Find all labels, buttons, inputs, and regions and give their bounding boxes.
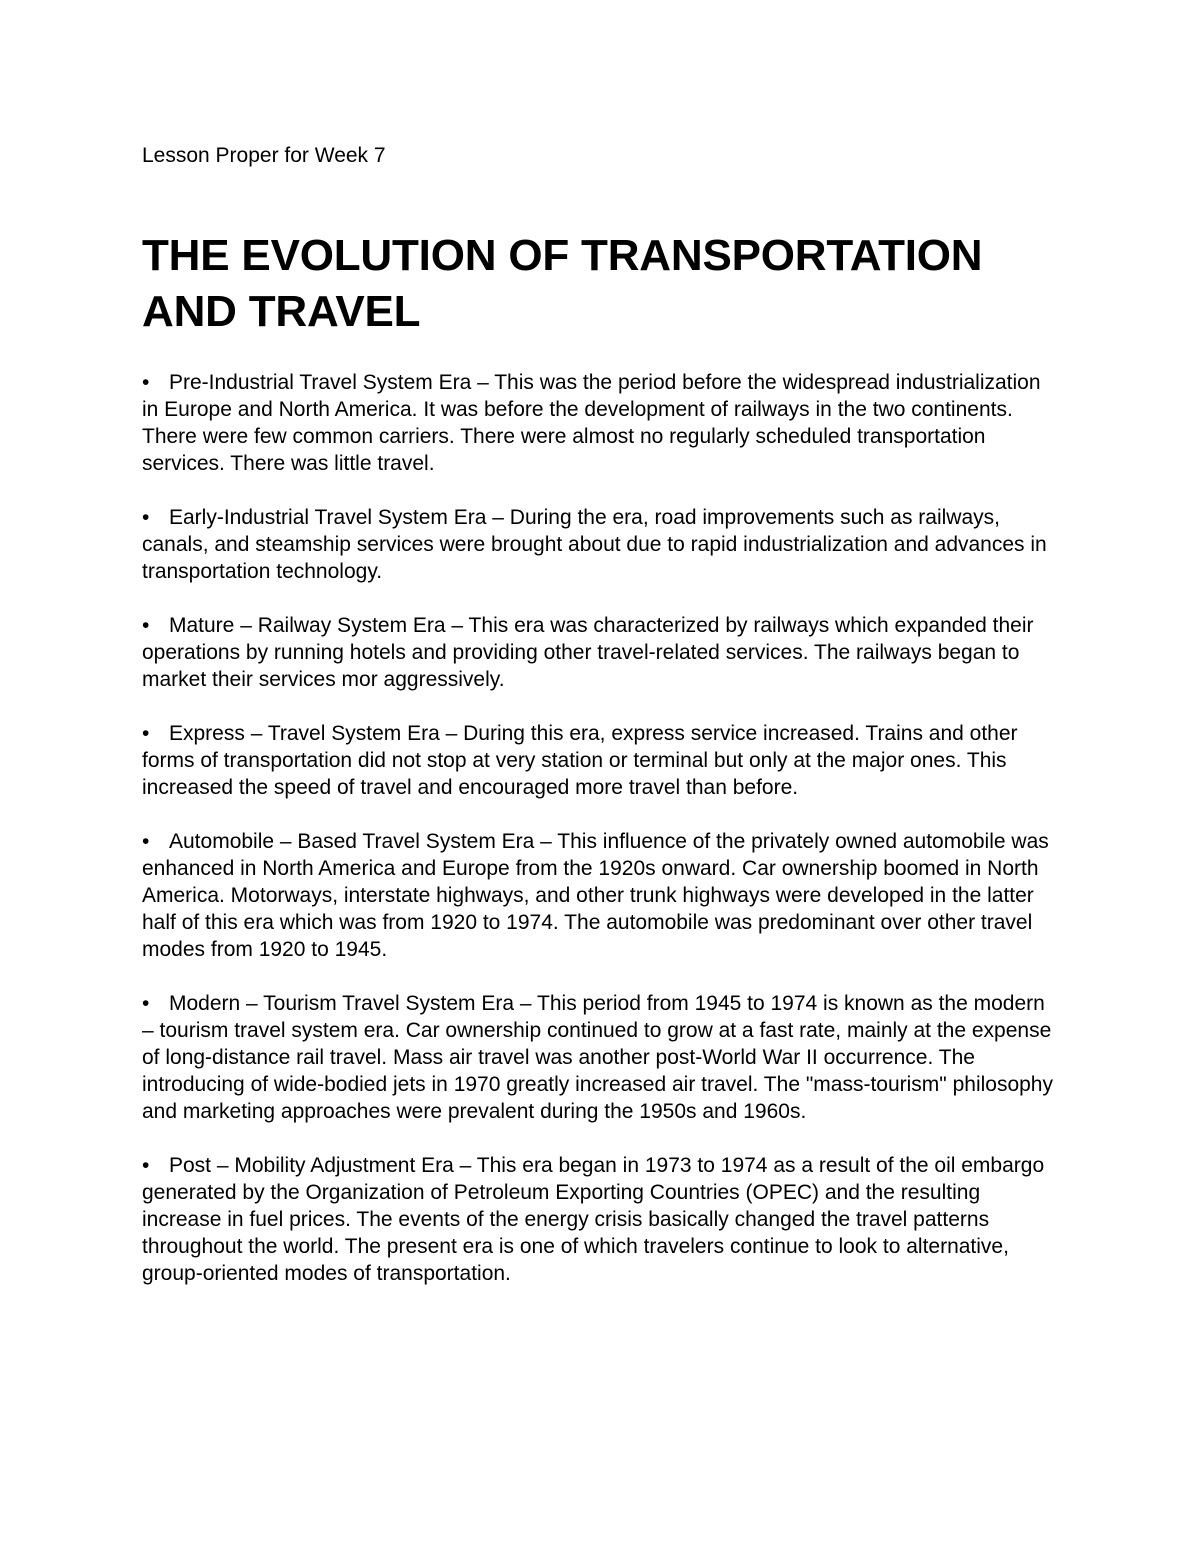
bullet-marker: • (142, 506, 150, 529)
document-title: THE EVOLUTION OF TRANSPORTATION AND TRAVEL (142, 231, 983, 336)
era-item-automobile (142, 828, 1062, 963)
bullet-marker: • (142, 614, 150, 637)
era-item-text: Modern – Tourism Travel System Era – This period from 1945 to 1974 is known as the modern – tourism travel system era. Car ownership continued to grow at a fast rate, mainly at the expense of long-distance rail travel. Mass air travel was another post-World War II occurrence. The introducing of wide-bodied jets in 1970 greatly increased air travel. The "mass-tourism" philosophy and marketing approaches were prevalent during the 1950s and 1960s. (142, 992, 1053, 1123)
bullet-marker: • (142, 722, 150, 745)
era-item-text: Automobile – Based Travel System Era – This influence of the privately owned automobile was enhanced in North America and Europe from the 1920s onward. Car ownership boomed in North America. Motorways, interstate highways, and other trunk highways were developed in the latter half of this era which was from 1920 to 1974. The automobile was predominant over other travel modes from 1920 to 1945. (142, 830, 1049, 961)
era-item-early-industrial (142, 504, 1062, 585)
bullet-marker: • (142, 1154, 150, 1177)
era-item-text: Early-Industrial Travel System Era – During the era, road improvements such as railways, canals, and steamship services were brought about due to rapid industrialization and advances in transportation technology. (142, 506, 1047, 583)
era-item-mature-railway (142, 612, 1062, 693)
bullet-marker: • (142, 371, 150, 394)
lesson-subtitle: Lesson Proper for Week 7 (142, 144, 386, 167)
era-item-text: Pre-Industrial Travel System Era – This was the period before the widespread industrialization in Europe and North America. It was before the development of railways in the two continents. There were few common carriers. There were almost no regularly scheduled transportation services. There was little travel. (142, 371, 1041, 475)
era-item-modern-tourism (142, 990, 1062, 1125)
era-item-pre-industrial (142, 369, 1062, 477)
era-list (142, 369, 1062, 1287)
bullet-marker: • (142, 992, 150, 1015)
era-item-express-travel (142, 720, 1062, 801)
era-item-text: Mature – Railway System Era – This era was characterized by railways which expanded their operations by running hotels and providing other travel-related services. The railways began to market their services mor aggressively. (142, 614, 1034, 691)
bullet-marker: • (142, 830, 150, 853)
era-item-post-mobility (142, 1152, 1062, 1287)
document-page (142, 142, 1062, 1314)
era-item-text: Express – Travel System Era – During this era, express service increased. Trains and other forms of transportation did not stop at very station or terminal but only at the major ones. This increased the speed of travel and encouraged more travel than before. (142, 722, 1018, 799)
era-item-text: Post – Mobility Adjustment Era – This era began in 1973 to 1974 as a result of the oil embargo generated by the Organization of Petroleum Exporting Countries (OPEC) and the resulting increase in fuel prices. The events of the energy crisis basically changed the travel patterns throughout the world. The present era is one of which travelers continue to look to alternative, group-oriented modes of transportation. (142, 1154, 1045, 1285)
